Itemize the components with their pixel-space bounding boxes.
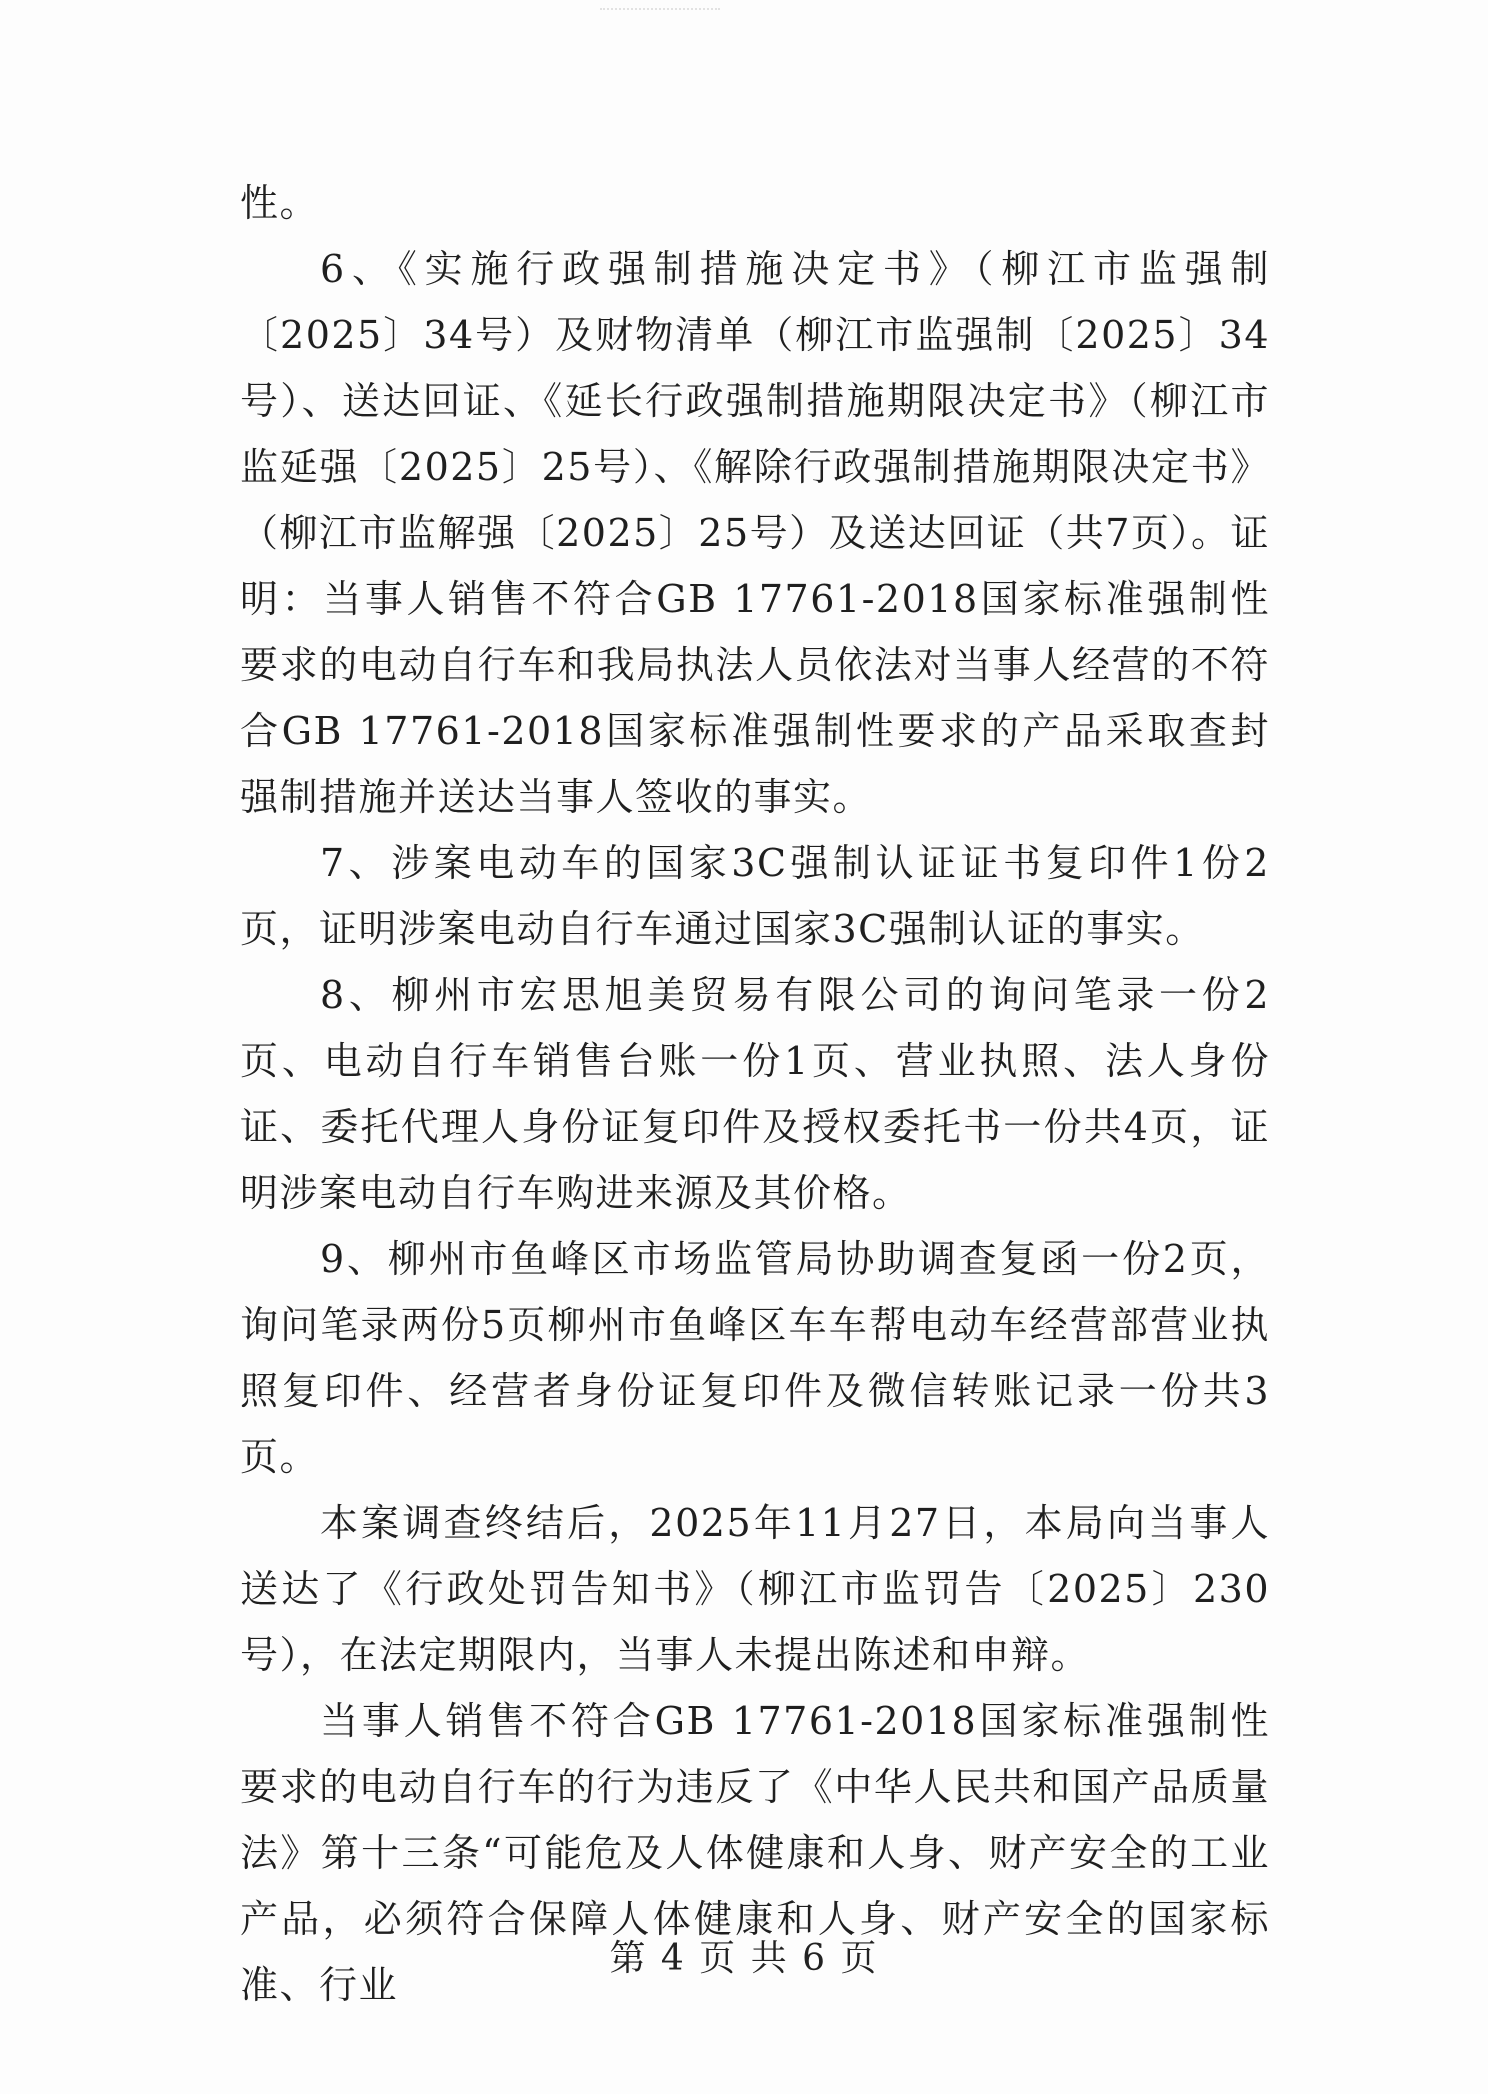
page-number-footer: 第 4 页 共 6 页 (609, 1938, 879, 1979)
paragraph-notice: 本案调查终结后，2025年11月27日，本局向当事人送达了《行政处罚告知书》（柳江市监罚告〔2025〕230号），在法定期限内，当事人未提出陈述和申辩。 (240, 1501, 1270, 1677)
paragraph-continued: 性。 (240, 181, 320, 225)
paragraph-item-8: 8、柳州市宏思旭美贸易有限公司的询问笔录一份2页、电动自行车销售台账一份1页、营业执照、法人身份证、委托代理人身份证复印件及授权委托书一份共4页，证明涉案电动自行车购进来源及其价格。 (240, 973, 1270, 1215)
paragraph-item-6: 6、《实施行政强制措施决定书》（柳江市监强制〔2025〕34号）及财物清单（柳江市监强制〔2025〕34号）、送达回证、《延长行政强制措施期限决定书》（柳江市监延强〔2025〕25号）、《解除行政强制措施期限决定书》（柳江市监解强〔2025〕25号）及送达回证（共7页）。证明：当事人销售不符合GB 17761-2018国家标准强制性要求的电动自行车和我局执法人员依法对当事人经营的不符合GB 17761-2018国家标准强制性要求的产品采取查封强制措施并送达当事人签收的事实。 (240, 247, 1270, 819)
paragraph-item-9: 9、柳州市鱼峰区市场监管局协助调查复函一份2页，询问笔录两份5页柳州市鱼峰区车车帮电动车经营部营业执照复印件、经营者身份证复印件及微信转账记录一份共3页。 (240, 1237, 1270, 1479)
document-body (240, 170, 1270, 2018)
paragraph-violation: 当事人销售不符合GB 17761-2018国家标准强制性要求的电动自行车的行为违反了《中华人民共和国产品质量法》第十三条“可能危及人体健康和人身、财产安全的工业产品，必须符合保障人体健康和人身、财产安全的国家标准、行业 (240, 1699, 1270, 2007)
scan-artifact (600, 8, 720, 24)
paragraph-item-7: 7、涉案电动车的国家3C强制认证证书复印件1份2页，证明涉案电动自行车通过国家3C强制认证的事实。 (240, 841, 1270, 951)
